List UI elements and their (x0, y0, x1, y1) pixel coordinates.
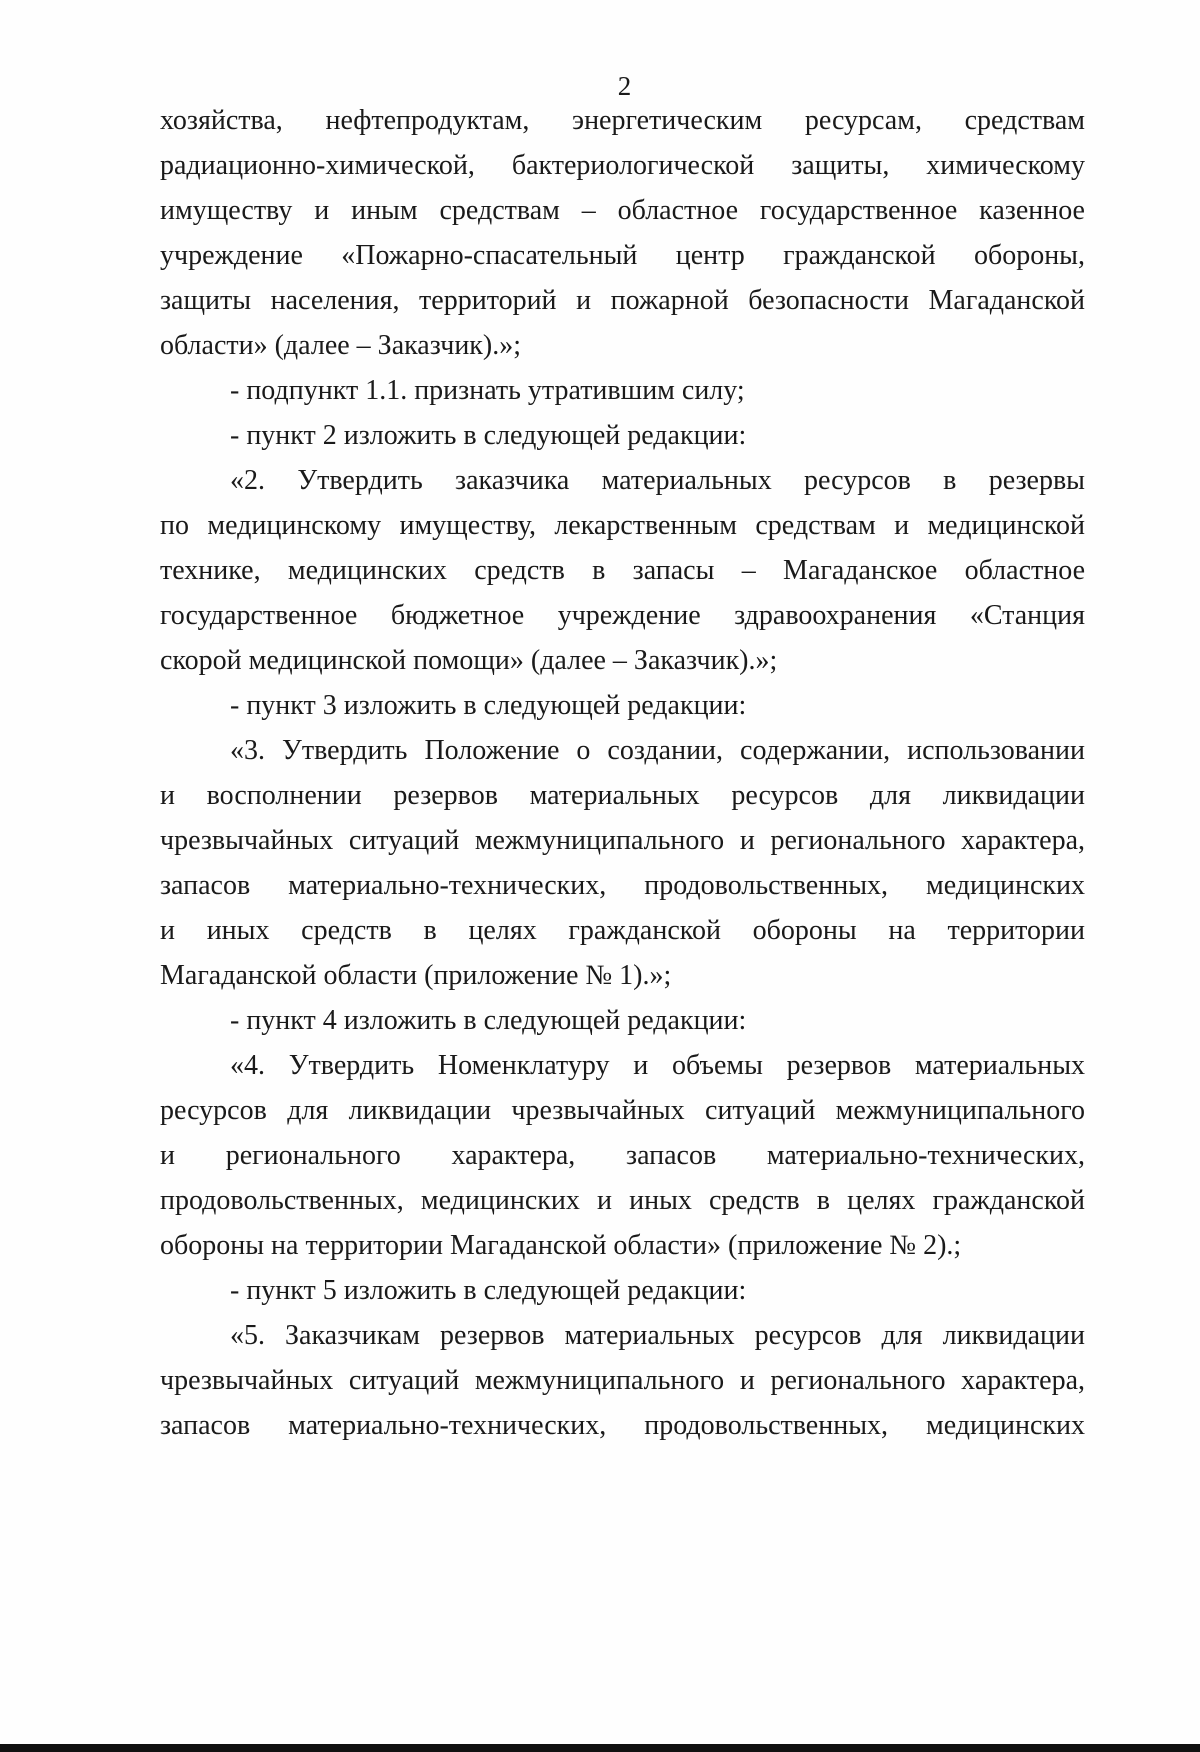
text-line: «4. Утвердить Номенклатуру и объемы резервов материальных (230, 1050, 1085, 1081)
text-line: продовольственных, медицинских и иных средств в целях гражданской (160, 1185, 1085, 1216)
text-line: - пункт 3 изложить в следующей редакции: (230, 690, 747, 721)
page-bottom-edge (0, 1744, 1200, 1752)
text-line: имуществу и иным средствам – областное государственное казенное (160, 195, 1085, 226)
text-line: учреждение «Пожарно-спасательный центр гражданской обороны, (160, 240, 1085, 271)
text-line: обороны на территории Магаданской области» (приложение № 2).; (160, 1230, 962, 1261)
text-line: чрезвычайных ситуаций межмуниципального и регионального характера, (160, 825, 1085, 856)
text-line: технике, медицинских средств в запасы – Магаданское областное (160, 555, 1085, 586)
text-line: запасов материально-технических, продовольственных, медицинских (160, 870, 1085, 901)
text-line: - подпункт 1.1. признать утратившим силу; (230, 375, 745, 406)
text-line: запасов материально-технических, продовольственных, медицинских (160, 1410, 1085, 1441)
page-number: 2 (617, 71, 632, 101)
text-line: скорой медицинской помощи» (далее – Заказчик).»; (160, 645, 778, 676)
text-line: чрезвычайных ситуаций межмуниципального и регионального характера, (160, 1365, 1085, 1396)
text-line: - пункт 4 изложить в следующей редакции: (230, 1005, 747, 1036)
text-line: радиационно-химической, бактериологической защиты, химическому (160, 150, 1085, 181)
text-line: «2. Утвердить заказчика материальных ресурсов в резервы (230, 465, 1085, 496)
text-line: и восполнении резервов материальных ресурсов для ликвидации (160, 780, 1085, 811)
text-line: - пункт 2 изложить в следующей редакции: (230, 420, 747, 451)
text-line: государственное бюджетное учреждение здравоохранения «Станция (160, 600, 1085, 631)
text-line: Магаданской области (приложение № 1).»; (160, 960, 672, 991)
text-line: «5. Заказчикам резервов материальных ресурсов для ликвидации (230, 1320, 1085, 1351)
text-line: и иных средств в целях гражданской обороны на территории (160, 915, 1085, 946)
text-line: области» (далее – Заказчик).»; (160, 330, 522, 361)
text-line: - пункт 5 изложить в следующей редакции: (230, 1275, 747, 1306)
text-line: хозяйства, нефтепродуктам, энергетическим ресурсам, средствам (160, 105, 1085, 136)
text-line: по медицинскому имуществу, лекарственным средствам и медицинской (160, 510, 1085, 541)
text-line: «3. Утвердить Положение о создании, содержании, использовании (230, 735, 1085, 766)
text-line: ресурсов для ликвидации чрезвычайных ситуаций межмуниципального (160, 1095, 1085, 1126)
text-line: и регионального характера, запасов материально-технических, (160, 1140, 1085, 1171)
text-line: защиты населения, территорий и пожарной безопасности Магаданской (160, 285, 1085, 316)
